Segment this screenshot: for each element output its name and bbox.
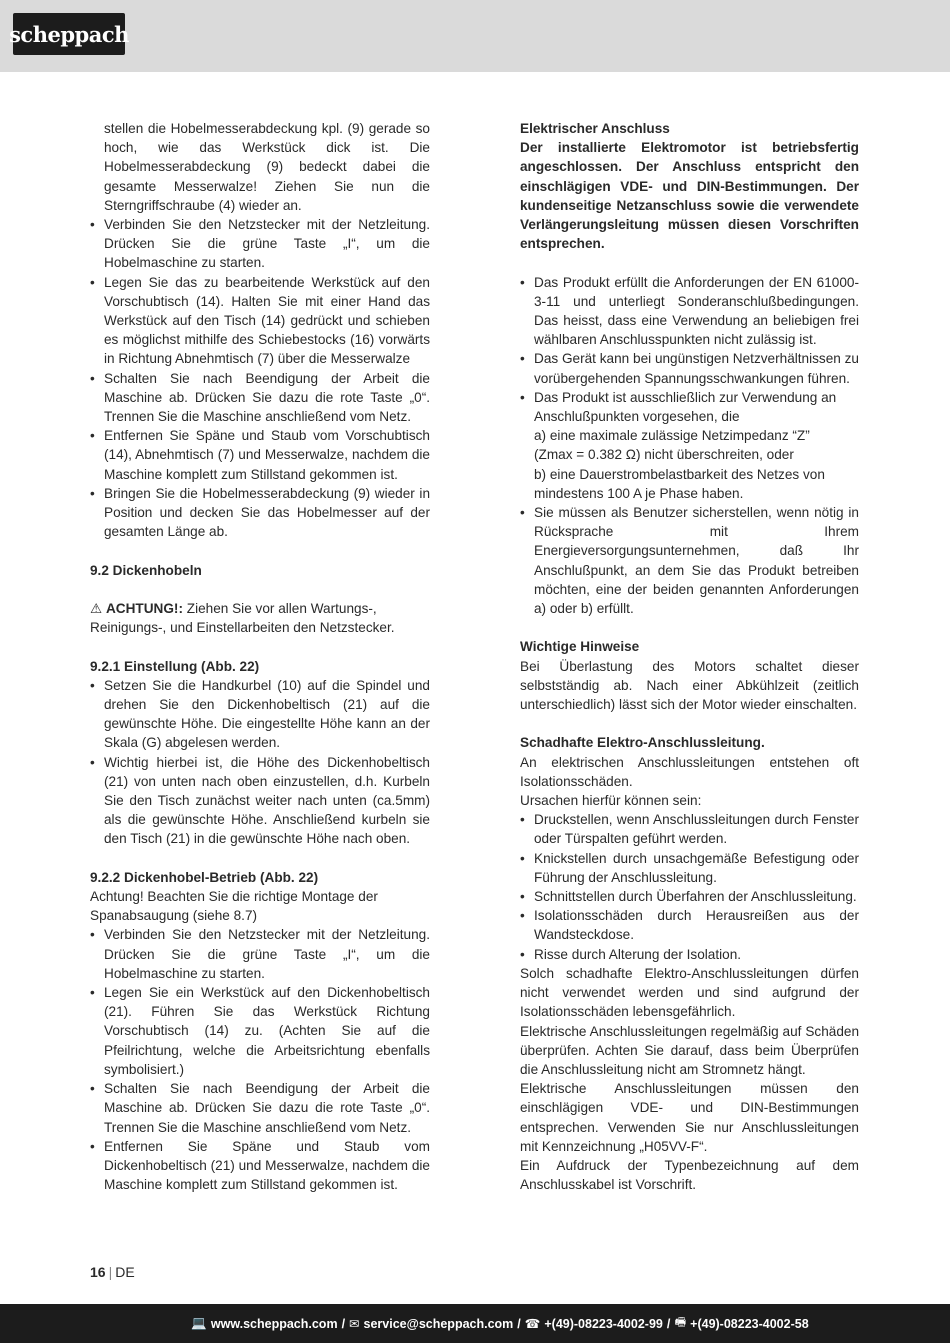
warning-note [90, 599, 430, 637]
brand-logo: scheppach [13, 13, 125, 55]
warning-label: ACHTUNG!: [105, 601, 183, 617]
list-item [520, 388, 859, 503]
list-item-text: a) eine maximale zulässige Netzimpedanz “Z” [534, 428, 810, 444]
paragraph: An elektrischen Anschlussleitungen entstehen oft Isolationsschäden. [520, 754, 859, 789]
list-item: • Wichtig hierbei ist, die Höhe des Dickenhobeltisch (21) von unten nach oben einzustellen, d.h. Kurbeln Sie den Tisch zunächst weiter nach unten (ca.5mm) als die gewünschte Höhe. Anschließend kurbeln sie den Tisch (21) in die gewünschte Höhe nach oben. [90, 753, 430, 849]
list-item: • Bringen Sie die Hobelmesserabdeckung (9) wieder in Position und decken Sie das Hobelmesser auf der gesamten Länge ab. [90, 484, 430, 542]
list-item: • Setzen Sie die Handkurbel (10) auf die Spindel und drehen Sie den Dickenhobeltisch (21) auf die gewünschte Höhe. Die eingestellte Höhe kann an der Skala (G) abgelesen werden. [90, 676, 430, 753]
page-language: DE [115, 1264, 135, 1280]
section-heading: Schadhafte Elektro-Anschlussleitung. [520, 735, 765, 751]
mail-icon: ✉ [349, 1317, 360, 1331]
right-column [520, 119, 859, 1194]
list-item: • Entfernen Sie Späne und Staub vom Dickenhobeltisch (21) und Messerwalze, nachdem die Maschine komplett zum Stillstand gekommen ist. [90, 1137, 430, 1195]
fax-icon: 🖷 [674, 1315, 687, 1329]
paragraph: Ein Aufdruck der Typenbezeichnung auf dem Anschlusskabel ist Vorschrift. [520, 1157, 859, 1193]
list-item: • Schalten Sie nach Beendigung der Arbeit die Maschine ab. Drücken Sie dazu die rote Taste „0“. Trennen Sie die Maschine anschließend vom Netz. [90, 1079, 430, 1137]
list-item: • Druckstellen, wenn Anschlussleitungen durch Fenster oder Türspalten geführt werden. [520, 810, 859, 848]
section-heading: Wichtige Hinweise [520, 639, 640, 655]
computer-icon: 💻 [191, 1316, 207, 1330]
list-item: • Schnittstellen durch Überfahren der Anschlussleitung. [520, 887, 859, 906]
list-item: • Das Gerät kann bei ungünstigen Netzverhältnissen zu vorübergehenden Spannungsschwankungen führen. [520, 349, 859, 387]
paragraph: Elektrische Anschlussleitungen müssen den einschlägigen VDE- und DIN-Bestimmungen entsprechen. Verwenden Sie nur Anschlussleitungen mit Kennzeichnung „H05VV-F“. [520, 1081, 859, 1154]
warning-text: Ziehen Sie vor allen Wartungs-, Reinigungs-, und Einstellarbeiten den Netzstecker. [90, 601, 395, 636]
section-heading: 9.2.2 Dickenhobel-Betrieb (Abb. 22) [90, 869, 319, 885]
page-header [0, 0, 950, 72]
paragraph: Bei Überlastung des Motors schaltet dieser selbstständig ab. Nach einer Abkühlzeit (zeitlich unterschiedlich) lässt sich der Motor wieder einschalten. [520, 658, 859, 713]
list-item: • Verbinden Sie den Netzstecker mit der Netzleitung. Drücken Sie die grüne Taste „I“, um die Hobelmaschine zu starten. [90, 925, 430, 983]
phone-icon: ☎ [524, 1317, 541, 1331]
footer-separator: / [666, 1316, 671, 1331]
footer-separator: / [341, 1316, 346, 1331]
footer-phone[interactable]: +(49)-08223-4002-99 [544, 1316, 663, 1331]
section-heading: 9.2 Dickenhobeln [90, 562, 202, 578]
paragraph: stellen die Hobelmesserabdeckung kpl. (9) gerade so hoch, wie das Werkstück dick ist. Die Hobelmesserabdeckung (9) bedeckt dabei die gesamte Messerwalze! Ziehen Sie nun die Sterngriffschraube (4) wieder an. [104, 121, 430, 213]
footer-fax: +(49)-08223-4002-58 [690, 1316, 809, 1331]
list-item: • Knickstellen durch unsachgemäße Befestigung oder Führung der Anschlussleitung. [520, 849, 859, 887]
section-heading: Elektrischer Anschluss [520, 121, 670, 136]
paragraph: Elektrische Anschlussleitungen regelmäßig auf Schäden überprüfen. Achten Sie darauf, dass beim Überprüfen die Anschlussleitung nicht am Stromnetz hängt. [520, 1023, 859, 1077]
section-heading: 9.2.1 Einstellung (Abb. 22) [90, 658, 260, 674]
bold-paragraph: Der installierte Elektromotor ist betriebsfertig angeschlossen. Der Anschluss entspricht den einschlägigen VDE- und DIN-Bestimmungen. Der kundenseitige Netzanschluss sowie die verwendete Verlängerungsleitung müssen diesen Vorschriften entsprechen. [520, 140, 859, 252]
paragraph: Achtung! Beachten Sie die richtige Montage der Spanabsaugung (siehe 8.7) [90, 889, 378, 924]
footer-separator: / [517, 1316, 521, 1331]
list-item: • Legen Sie das zu bearbeitende Werkstück auf den Vorschubtisch (14). Halten Sie mit einer Hand das Werkstück auf den Tisch (14) gedrückt und schieben es möglichst mithilfe des Schiebestocks (16) vorwärts in Richtung Abnehmtisch (7) über die Messerwalze [90, 273, 430, 369]
list-item: • Isolationsschäden durch Herausreißen aus der Wandsteckdose. [520, 906, 859, 944]
left-column [90, 119, 430, 1194]
paragraph: Ursachen hierfür können sein: [520, 793, 702, 809]
page-number-divider: | [108, 1264, 113, 1280]
list-item-text: (Zmax = 0.382 Ω) nicht überschreiten, oder [534, 447, 794, 463]
list-item: • Risse durch Alterung der Isolation. [520, 945, 859, 964]
paragraph: Solch schadhafte Elektro-Anschlussleitungen dürfen nicht verwendet werden und sind aufgrund der Isolationsschäden lebensgefährlich. [520, 965, 859, 1020]
list-item: • Schalten Sie nach Beendigung der Arbeit die Maschine ab. Drücken Sie dazu die rote Taste „0“. Trennen Sie die Maschine anschließend vom Netz. [90, 369, 430, 427]
list-item: • Legen Sie ein Werkstück auf den Dickenhobeltisch (21). Führen Sie das Werkstück Richtung Vorschubtisch (14) zu. (Achten Sie auf die Pfeilrichtung, welche die Arbeitsrichtung ebenfalls symbolisiert.) [90, 983, 430, 1079]
list-item-text: b) eine Dauerstrombelastbarkeit des Netzes von mindestens 100 A je Phase haben. [534, 466, 825, 501]
list-item: • Das Produkt erfüllt die Anforderungen der EN 61000-3-11 und unterliegt Sonderanschlußbedingungen. Das heisst, dass eine Verwendung an beliebigen frei wählbaren Anschlusspunkten nicht zulässig ist. [520, 273, 859, 350]
page-footer [0, 1304, 950, 1343]
list-item: • Verbinden Sie den Netzstecker mit der Netzleitung. Drücken Sie die grüne Taste „I“, um die Hobelmaschine zu starten. [90, 215, 430, 273]
list-item: • Entfernen Sie Späne und Staub vom Vorschubtisch (14), Abnehmtisch (7) und Messerwalze, nachdem die Maschine komplett zum Stillstand gekommen ist. [90, 426, 430, 484]
footer-website[interactable]: www.scheppach.com [210, 1316, 338, 1331]
warning-icon: ⚠ [90, 601, 103, 617]
list-item-text: • Das Produkt ist ausschließlich zur Verwendung an Anschlußpunkten vorgesehen, die [534, 389, 837, 425]
page-number-value: 16 [90, 1264, 106, 1280]
list-item: • Sie müssen als Benutzer sicherstellen, wenn nötig in Rücksprache mit Ihrem Energieversorgungsunternehmen, daß Ihr Anschlußpunkt, an dem Sie das Produkt betreiben möchten, eine der beiden genannten Anforderungen a) oder b) erfüllt. [520, 503, 859, 618]
footer-email[interactable]: service@scheppach.com [363, 1316, 514, 1331]
page-number [90, 1264, 135, 1280]
